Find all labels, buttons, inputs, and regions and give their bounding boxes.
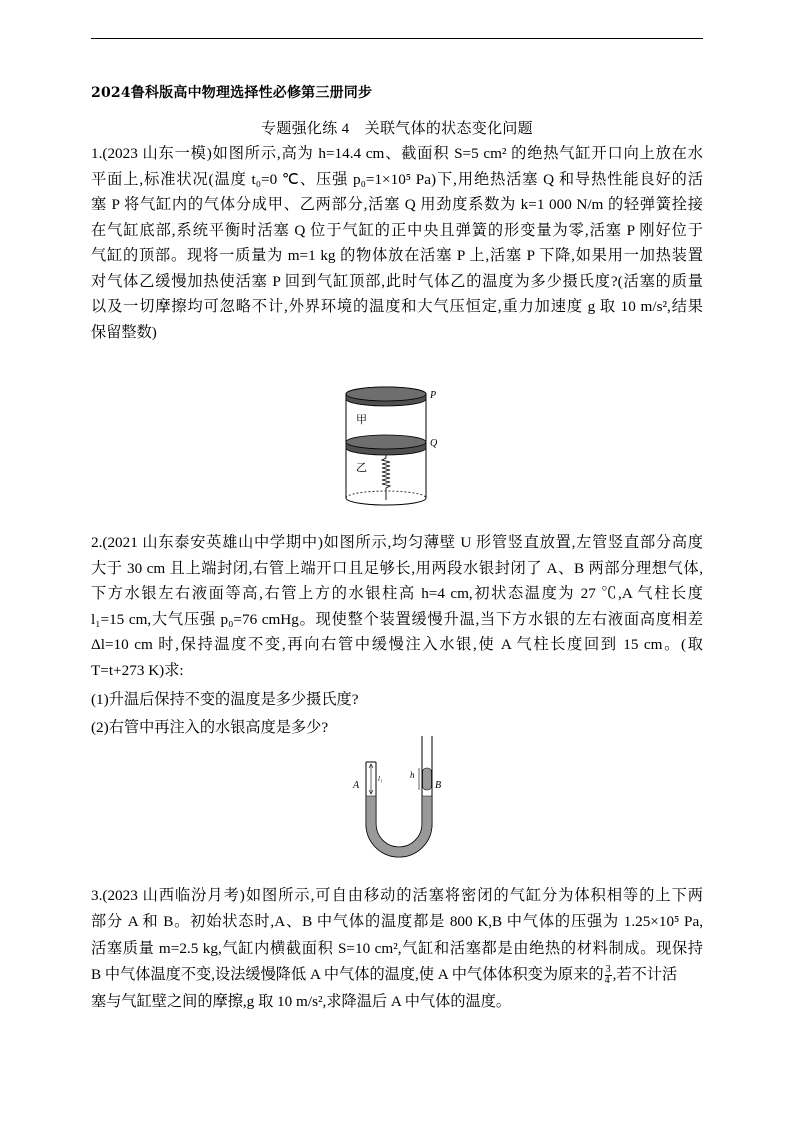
problem-2-text — [91, 530, 703, 683]
problem-1-line: 平面上,标准状况(温度 t₀=0 ℃、压强 p₀=1×10⁵ Pa)下,用绝热活塞 Q 和导热性能良好的活 — [91, 170, 703, 188]
spring — [382, 455, 390, 500]
cylinder-figure — [334, 382, 454, 512]
problem-2-line: 下方水银左右液面等高,右管上方的水银柱高 h=4 cm,初状态温度为 27 ℃,A 气柱长度 — [91, 585, 703, 602]
problem-3-line-part: B 中气体温度不变,设法缓慢降低 A 中气体的温度,使 A 中气体体积变为原来的 — [91, 966, 604, 984]
problem-2-question-2: (2)右管中再注入的水银高度是多少? — [91, 719, 329, 736]
label-jia: 甲 — [356, 414, 367, 426]
problem-2-line: l₁=15 cm,大气压强 p₀=76 cmHg。现使整个装置缓慢升温,当下方水银的左右液面高度相差 — [91, 610, 703, 628]
problem-3-line: 3.(2023 山西临汾月考)如图所示,可自由移动的活塞将密闭的气缸分为体积相等的上下两 — [91, 887, 703, 904]
problem-3-text — [91, 883, 703, 1015]
document-title: 2024鲁科版高中物理选择性必修第三册同步 — [91, 85, 373, 101]
u-tube-figure — [350, 736, 450, 868]
problem-3-line-with-fraction — [91, 962, 703, 988]
problem-1-line: 以及一切摩擦均可忽略不计,外界环境的温度和大气压恒定,重力加速度 g 取 10 m/s²,结果 — [91, 298, 703, 315]
header-rule — [91, 38, 703, 39]
problem-3-line: 塞与气缸壁之间的摩擦,g 取 10 m/s²,求降温后 A 中气体的温度。 — [91, 992, 512, 1010]
label-b: B — [435, 780, 442, 791]
problem-1-line: 在气缸底部,系统平衡时活塞 Q 位于气缸的正中央且弹簧的形变量为零,活塞 P 刚好位于 — [91, 221, 703, 239]
problem-2-line: Δl=10 cm 时,保持温度不变,再向右管中缓慢注入水银,使 A 气柱长度回到 15 cm。(取 — [91, 636, 703, 653]
problem-1-text — [91, 141, 703, 345]
problem-3-line: 部分 A 和 B。初始状态时,A、B 中气体的温度都是 800 K,B 中气体的压强为 1.25×10⁵ Pa, — [91, 913, 703, 931]
problem-2-line: 大于 30 cm 且上端封闭,右管上端开口且足够长,用两段水银封闭了 A、B 两部分理想气体, — [91, 559, 703, 577]
label-p: P — [430, 390, 437, 401]
label-h: h — [410, 770, 415, 780]
problem-2-question-1: (1)升温后保持不变的温度是多少摄氏度? — [91, 691, 359, 708]
fraction-numerator: 3 — [605, 964, 611, 976]
fraction-three-quarters — [605, 965, 612, 986]
problem-1-line: 保留整数) — [91, 323, 157, 341]
mercury-column — [423, 768, 432, 790]
label-a: A — [353, 780, 360, 791]
fraction-denominator: 4 — [604, 975, 610, 987]
label-q: Q — [430, 438, 438, 449]
problem-2-line: 2.(2021 山东泰安英雄山中学期中)如图所示,均匀薄壁 U 形管竖直放置,左管竖直部分高度 — [91, 534, 703, 551]
problem-1-line: 对气体乙缓慢加热使活塞 P 回到气缸顶部,此时气体乙的温度为多少摄氏度?(活塞的质量 — [91, 272, 703, 290]
problem-3-line-part: ,若不计活 — [612, 966, 678, 984]
section-title: 专题强化练 4 关联气体的状态变化问题 — [261, 121, 533, 137]
problem-1-line: 1.(2023 山东一模)如图所示,高为 h=14.4 cm、截面积 S=5 cm² 的绝热气缸开口向上放在水 — [91, 145, 703, 162]
label-l1: l₁ — [378, 775, 383, 783]
piston-q — [346, 435, 426, 449]
problem-2-line: T=t+273 K)求: — [91, 661, 184, 679]
label-yi: 乙 — [356, 462, 367, 474]
problem-3-line: 活塞质量 m=2.5 kg,气缸内横截面积 S=10 cm²,气缸和活塞都是由绝热的材料制成。现保持 — [91, 939, 703, 957]
problem-1-line: 气缸的顶部。现将一质量为 m=1 kg 的物体放在活塞 P 上,活塞 P 下降,如果用一加热装置 — [91, 247, 703, 264]
problem-1-line: 塞 P 将气缸内的气体分成甲、乙两部分,活塞 Q 用劲度系数为 k=1 000 N/m 的轻弹簧拴接 — [91, 196, 703, 213]
